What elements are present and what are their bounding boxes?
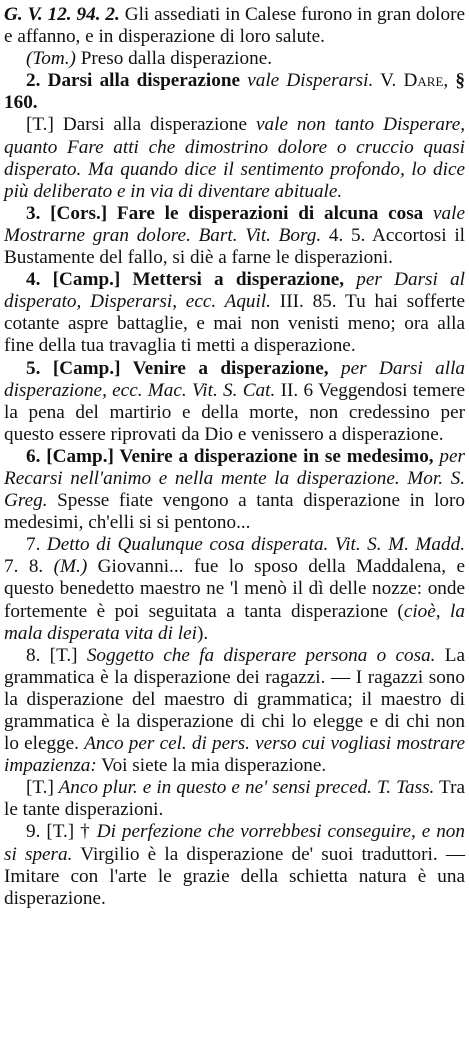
entry-text-run: vale non tanto Disperare, quanto Fare atti che dimostrino dolore o cruccio quasi disperato. Ma quando dice il sentimento profondo, lo dice più deliberato e in via di diventare abituale. — [4, 114, 466, 202]
entry-text-run: Tra le tante disperazioni. — [4, 777, 465, 821]
entry-text-run: (Tom.) — [26, 48, 76, 70]
entry-text-run: II. 6 Veggendosi temere la pena del martirio e della morte, non credessino per questo essere riprovati da Dio e venissero a disperazione. — [4, 379, 466, 445]
entry-text-run: 9. [T.] † — [26, 821, 97, 843]
dictionary-entry — [4, 70, 465, 114]
entry-text-run: § 160. — [4, 70, 465, 114]
entry-text-run: Detto di Qualunque cosa disperata. Vit. S. M. Madd. — [40, 534, 465, 556]
entry-text-run: Preso dalla disperazione. — [75, 48, 273, 70]
entry-text-run: [T.] — [26, 114, 54, 136]
entry-text-run: V. — [373, 70, 404, 92]
entry-text-run: Dare — [403, 70, 444, 92]
dictionary-entry — [4, 4, 465, 48]
entry-text-run: Gli assediati in Calese furono in gran dolore e affanno, e in disperazione di loro salute. — [4, 4, 465, 48]
entry-text-run: Darsi alla disperazione — [53, 114, 256, 136]
entry-text-run: G. V. 12. 94. 2. — [4, 4, 120, 25]
entry-text-run: ). — [196, 622, 209, 644]
entry-text-run: 5. [Camp.] Venire a disperazione, — [26, 357, 329, 379]
dictionary-entry — [4, 777, 465, 821]
entry-text-run: Giovanni... fue lo sposo della Maddalena, e questo benedetto maestro ne 'l menò il dì delle nozze: onde fortemente è poi seguitata a tanta disperazione ( — [4, 556, 466, 622]
entry-text-run: 7. — [26, 534, 41, 556]
entry-text-run: per Darsi al disperato, Disperarsi, ecc. Aquil. — [4, 269, 466, 313]
entry-text-run: 4. [Camp.] Mettersi a disperazione, — [26, 269, 345, 291]
dictionary-entry — [4, 203, 465, 269]
dictionary-entry — [4, 534, 465, 644]
dictionary-entry — [4, 645, 465, 778]
dictionary-entry — [4, 48, 465, 70]
entry-text-run: Spesse fiate vengono a tanta disperazione in loro medesimi, ch'elli si si pentono... — [4, 490, 465, 534]
dictionary-entry — [4, 821, 465, 909]
entry-text-run: Anco per cel. di pers. verso cui vogliasi mostrare impazienza: — [4, 733, 465, 777]
entry-text-run: , — [443, 70, 456, 92]
entry-text-run: per Recarsi nell'animo e nella mente la disperazione. Mor. S. Greg. — [4, 445, 466, 512]
entry-text-run: vale Disperarsi. — [240, 70, 374, 92]
entry-text-run: 2. Darsi alla disperazione — [26, 70, 241, 92]
entry-text-run: per Darsi alla disperazione, ecc. Mac. Vit. S. Cat. — [4, 357, 465, 401]
entry-text-run: 3. [Cors.] Fare le disperazioni di alcuna cosa — [26, 202, 424, 224]
entry-text-run: vale Mostrarne gran dolore. Bart. Vit. Borg. — [4, 202, 465, 246]
dictionary-entry — [4, 114, 465, 202]
dictionary-entry — [4, 446, 465, 534]
dictionary-entry — [4, 358, 465, 446]
entry-text-run: 7. 8. — [4, 556, 54, 578]
entry-text-run: 6. [Camp.] Venire a disperazione in se medesimo, — [26, 445, 434, 467]
entry-text-run: Anco plur. e in questo e ne' sensi preced. T. Tass. — [53, 777, 435, 799]
dictionary-entry — [4, 269, 465, 357]
entry-text-run: Di perfezione che vorrebbesi conseguire, e non si spera. — [4, 821, 465, 865]
entry-text-run: III. 85. Tu hai sofferte cotante aspre battaglie, e mai non venisti meno; ora alla fine della tua travaglia ti metti a disperazione. — [4, 291, 465, 357]
entry-text-run: Virgilio è la disperazione de' suoi traduttori. — Imitare con l'arte le grazie della schietta natura è una disperazione. — [4, 843, 466, 909]
entry-text-run: 4. 5. Accortosi il Bustamente del fallo, si diè a farne le disperazioni. — [4, 224, 465, 269]
entry-text-run: [T.] — [26, 777, 54, 799]
entry-text-run: cioè, la mala disperata vita di lei — [4, 600, 465, 644]
entry-text-run: La grammatica è la disperazione dei ragazzi. — I ragazzi sono la disperazione del maestro di grammatica; il maestro di grammatica è la disperazione di chi lo elegge e di chi non lo elegge. — [4, 644, 465, 755]
entry-text-run: 8. [T.] — [26, 644, 78, 666]
entry-text-run: Voi siete la mia disperazione. — [96, 755, 327, 777]
entry-text-run: Soggetto che fa disperare persona o cosa. — [77, 644, 436, 666]
entry-text-run: (M.) — [53, 556, 88, 578]
